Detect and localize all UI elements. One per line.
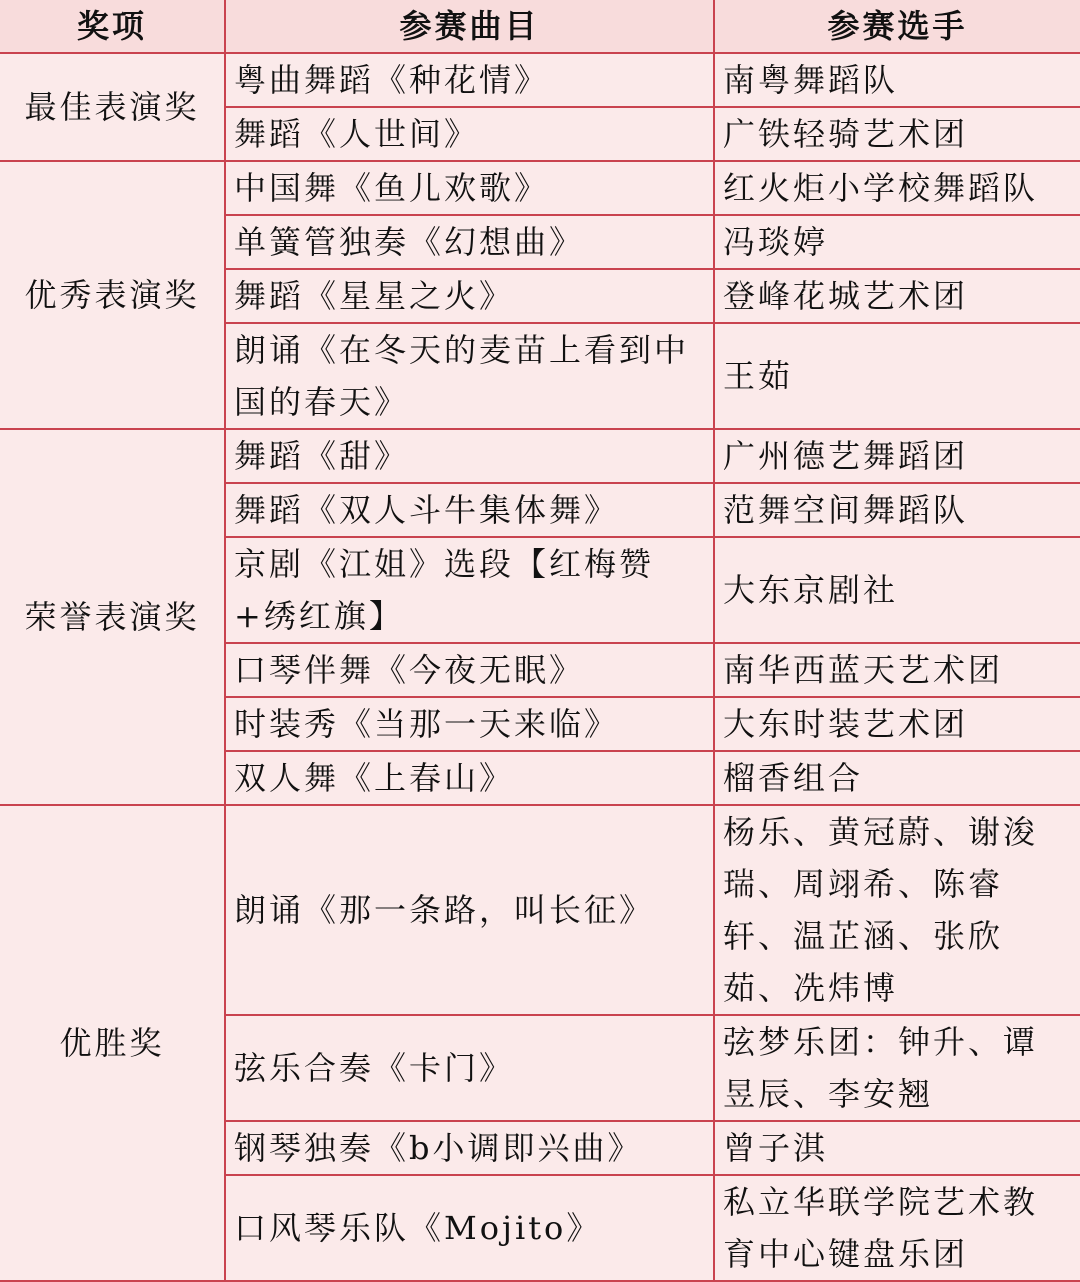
performer-cell: 南华西蓝天艺术团	[714, 643, 1080, 697]
performer-cell: 冯琰婷	[714, 215, 1080, 269]
table-row	[0, 429, 1080, 483]
piece-cell: 舞蹈《甜》	[225, 429, 714, 483]
performer-cell: 弦梦乐团：钟升、谭昱辰、李安翘	[714, 1015, 1080, 1121]
piece-cell: 京剧《江姐》选段【红梅赞+绣红旗】	[225, 537, 714, 643]
piece-cell: 朗诵《在冬天的麦苗上看到中国的春天》	[225, 323, 714, 429]
performer-cell: 登峰花城艺术团	[714, 269, 1080, 323]
piece-cell: 弦乐合奏《卡门》	[225, 1015, 714, 1121]
performer-cell: 大东时装艺术团	[714, 697, 1080, 751]
performer-cell: 曾子淇	[714, 1121, 1080, 1175]
piece-cell: 口琴伴舞《今夜无眠》	[225, 643, 714, 697]
performer-cell: 广铁轻骑艺术团	[714, 107, 1080, 161]
piece-cell: 朗诵《那一条路，叫长征》	[225, 805, 714, 1015]
award-honor-performance: 荣誉表演奖	[0, 429, 225, 805]
piece-cell: 钢琴独奏《b小调即兴曲》	[225, 1121, 714, 1175]
performer-cell: 大东京剧社	[714, 537, 1080, 643]
performer-cell: 红火炬小学校舞蹈队	[714, 161, 1080, 215]
piece-cell: 舞蹈《人世间》	[225, 107, 714, 161]
award-excellent-performance: 优秀表演奖	[0, 161, 225, 429]
piece-cell: 舞蹈《双人斗牛集体舞》	[225, 483, 714, 537]
performer-cell: 榴香组合	[714, 751, 1080, 805]
performer-cell: 南粤舞蹈队	[714, 53, 1080, 107]
performer-cell: 广州德艺舞蹈团	[714, 429, 1080, 483]
piece-cell: 单簧管独奏《幻想曲》	[225, 215, 714, 269]
award-best-performance: 最佳表演奖	[0, 53, 225, 161]
performer-cell: 范舞空间舞蹈队	[714, 483, 1080, 537]
performer-cell: 杨乐、黄冠蔚、谢浚瑞、周翊希、陈睿轩、温芷涵、张欣茹、冼炜博	[714, 805, 1080, 1015]
piece-cell: 时装秀《当那一天来临》	[225, 697, 714, 751]
piece-cell: 口风琴乐队《Mojito》	[225, 1175, 714, 1281]
header-award: 奖项	[0, 0, 225, 53]
piece-cell: 舞蹈《星星之火》	[225, 269, 714, 323]
performer-cell: 私立华联学院艺术教育中心键盘乐团	[714, 1175, 1080, 1281]
table-row	[0, 53, 1080, 107]
piece-cell: 双人舞《上春山》	[225, 751, 714, 805]
header-row	[0, 0, 1080, 53]
piece-cell: 粤曲舞蹈《种花情》	[225, 53, 714, 107]
header-piece: 参赛曲目	[225, 0, 714, 53]
piece-cell: 中国舞《鱼儿欢歌》	[225, 161, 714, 215]
award-winner: 优胜奖	[0, 805, 225, 1281]
table-row	[0, 805, 1080, 1015]
table-row	[0, 161, 1080, 215]
performer-cell: 王茹	[714, 323, 1080, 429]
header-performer: 参赛选手	[714, 0, 1080, 53]
